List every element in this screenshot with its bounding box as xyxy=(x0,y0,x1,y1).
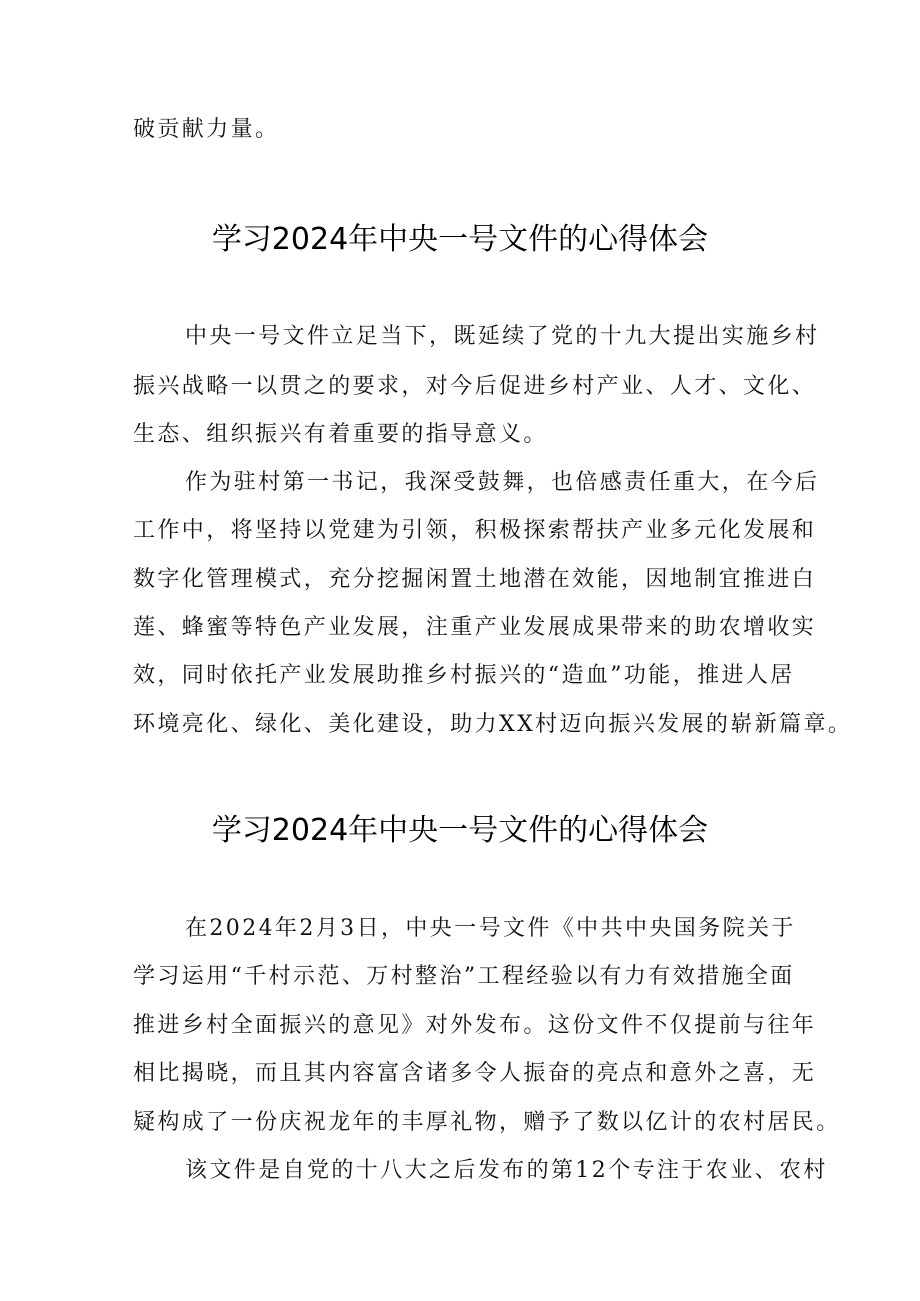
section-1-para-1-line-1: 中央一号文件立足当下，既延续了党的十九大提出实施乡村 xyxy=(185,324,820,349)
section-2-para-1-line-2: 学习运用“千村示范、万村整治”工程经验以有力有效措施全面 xyxy=(133,964,795,989)
section-1-title: 学习2024年中央一号文件的心得体会 xyxy=(211,222,709,257)
section-2-para-1-line-5: 疑构成了一份庆祝龙年的丰厚礼物，赠予了数以亿计的农村居民。 xyxy=(133,1110,841,1135)
section-1-para-2-line-3: 数字化管理模式，充分挖掘闲置土地潜在效能，因地制宜推进白 xyxy=(133,567,817,592)
section-1-para-2-line-1: 作为驻村第一书记，我深受鼓舞，也倍感责任重大，在今后 xyxy=(185,470,820,495)
section-1-para-2-line-5: 效，同时依托产业发展助推乡村振兴的“造血”功能，推进人居 xyxy=(133,663,795,688)
section-2-para-1-line-4: 相比揭晓，而且其内容富含诸多令人振奋的亮点和意外之喜，无 xyxy=(133,1061,817,1086)
section-1-para-2-line-2: 工作中，将坚持以党建为引领，积极探索帮扶产业多元化发展和 xyxy=(133,518,817,543)
section-1-para-2-line-6: 环境亮化、绿化、美化建设，助力XX村迈向振兴发展的崭新篇章。 xyxy=(133,712,853,737)
section-2-para-1-line-1: 在2024年2月3日，中央一号文件《中共中央国务院关于 xyxy=(185,916,796,941)
intro-tail-line: 破贡献力量。 xyxy=(133,117,280,142)
section-1-para-2-line-4: 莲、蜂蜜等特色产业发展，注重产业发展成果带来的助农增收实 xyxy=(133,615,817,640)
section-1-para-1-line-3: 生态、组织振兴有着重要的指导意义。 xyxy=(133,422,548,447)
section-2-para-2-line-1: 该文件是自党的十八大之后发布的第12个专注于农业、农村 xyxy=(185,1158,828,1183)
section-2-para-1-line-3: 推进乡村全面振兴的意见》对外发布。这份文件不仅提前与往年 xyxy=(133,1013,817,1038)
section-1-para-1-line-2: 振兴战略一以贯之的要求，对今后促进乡村产业、人才、文化、 xyxy=(133,374,817,399)
section-2-title: 学习2024年中央一号文件的心得体会 xyxy=(211,813,709,848)
